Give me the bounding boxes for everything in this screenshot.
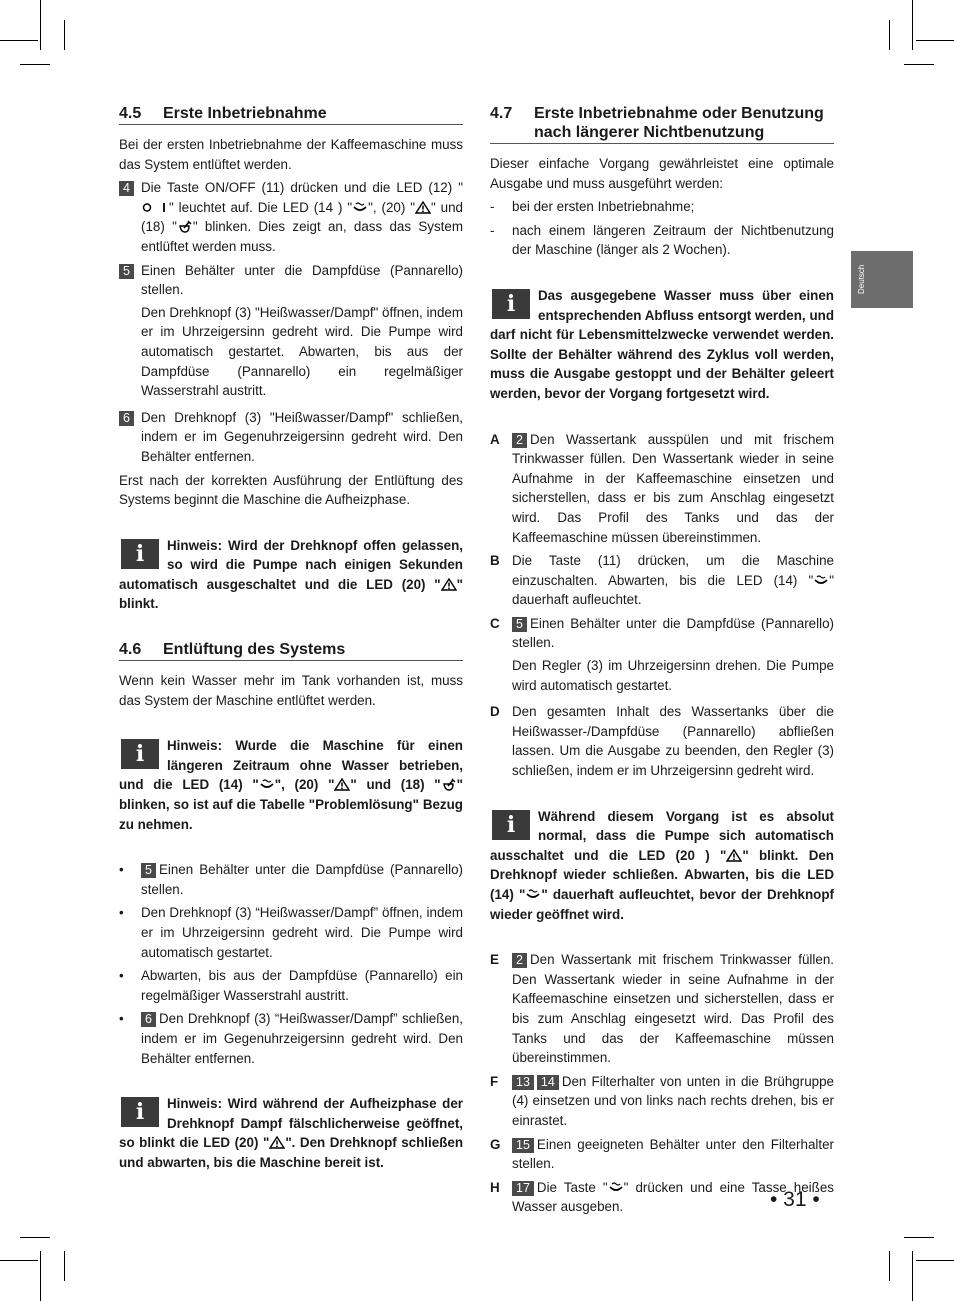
step-badge: 4	[119, 181, 134, 196]
step-badge: 5	[119, 264, 134, 279]
note-text: Hinweis: Wird der Drehknopf offen gelassen, so wird die Pumpe nach einigen Sekunden automatisch ausgeschaltet und die LED (20) "	[119, 537, 463, 592]
left-column	[119, 104, 463, 1199]
step-5	[119, 261, 463, 404]
warning-icon	[415, 201, 431, 214]
step-badge: 2	[512, 433, 527, 448]
step-badge: 6	[119, 411, 134, 426]
info-note	[490, 286, 834, 404]
descale-icon	[441, 778, 457, 791]
warning-icon	[334, 778, 350, 791]
crop-mark	[64, 1251, 65, 1281]
paragraph: Wenn kein Wasser mehr im Tank vorhanden ist, muss das System der Maschine entlüftet werden.	[119, 673, 463, 708]
section-title: Erste Inbetriebnahme oder Benutzung nach längerer Nichtbenutzung	[534, 105, 824, 141]
section-heading-4-7	[490, 104, 834, 144]
section-number: 4.5	[119, 105, 142, 122]
crop-mark	[40, 1251, 41, 1301]
step-letter: A	[490, 431, 500, 447]
note-text: " blinkt. Den Drehknopf wieder schließen. Abwarten, bis die LED (14) "	[490, 847, 834, 902]
step-text: Die Taste "	[536, 1179, 608, 1195]
note-text: ", (20) "	[274, 777, 335, 793]
step-letter: C	[490, 615, 500, 631]
crop-mark	[64, 20, 65, 50]
list-text: bei der ersten Inbetriebnahme;	[512, 199, 695, 215]
crop-mark	[20, 1237, 50, 1238]
steam-icon	[259, 778, 275, 791]
step-badge: 15	[512, 1138, 534, 1153]
step-badge: 6	[141, 1012, 156, 1027]
warning-icon	[726, 849, 742, 862]
crop-mark	[916, 1260, 954, 1261]
note-text: Das ausgegebene Wasser muss über einen entsprechenden Abfluss entsorgt werden, und darf nicht für Lebensmittelzwecke verwendet werden. Sollte der Behälter während des Zyklus voll werden, muss die Ausgabe gestoppt und der Behälter geleert werden, bevor der Vorgang fortgesetzt wird.	[490, 287, 834, 401]
warning-icon	[269, 1136, 285, 1149]
crop-mark	[912, 0, 913, 50]
step-f	[490, 1072, 834, 1131]
paragraph: Dieser einfache Vorgang gewährleistet eine optimale Ausgabe und muss ausgeführt werden:	[490, 156, 834, 191]
list-text: Einen Behälter unter die Dampfdüse (Pannarello) stellen.	[141, 862, 463, 897]
step-letter: E	[490, 952, 499, 968]
list-item	[490, 197, 834, 217]
list-text: nach einem längeren Zeitraum der Nichtbenutzung der Maschine (länger als 2 Wochen).	[512, 222, 834, 258]
step-text: ", (20) "	[368, 199, 415, 215]
info-icon: i	[121, 1097, 159, 1127]
step-badge: 17	[512, 1181, 534, 1196]
step-6	[119, 408, 463, 467]
step-text: Den Filterhalter von unten in die Brühgruppe (4) einsetzen und von links nach rechts drehen, bis er einrastet.	[512, 1073, 834, 1128]
bullet-list	[119, 860, 463, 1068]
language-tab	[851, 251, 913, 308]
crop-mark	[916, 40, 954, 41]
section-title: Erste Inbetriebnahme	[163, 105, 327, 122]
list-item	[119, 1009, 463, 1068]
step-d	[490, 702, 834, 780]
note-text: Während diesem Vorgang ist es absolut normal, dass die Pumpe sich automatisch ausschaltet und die LED (20 ) "	[490, 808, 834, 863]
power-icon	[141, 201, 169, 214]
crop-mark	[40, 0, 41, 50]
descale-icon	[177, 220, 193, 233]
language-tab-label: Deutsch	[857, 264, 866, 295]
info-icon: i	[121, 739, 159, 769]
step-badge: 13	[512, 1075, 534, 1090]
step-text: " blinken. Dies zeigt an, dass das System entlüftet werden muss.	[141, 219, 463, 254]
note-text: Hinweis: Wurde die Maschine für einen längeren Zeitraum ohne Wasser betrieben, und die LED (14) "	[119, 738, 463, 793]
step-c	[490, 614, 834, 698]
paragraph: Erst nach der korrekten Ausführung der Entlüftung des Systems beginnt die Maschine die Aufheizphase.	[119, 472, 463, 508]
crop-mark	[904, 1237, 934, 1238]
step-badge: 5	[512, 617, 527, 632]
step-text: Den Drehknopf (3) "Heißwasser/Dampf" schließen, indem er im Gegenuhrzeigersinn gedreht wird. Den Behälter entfernen.	[141, 409, 463, 464]
page-number: • 31 •	[770, 1188, 820, 1211]
dash: -	[490, 222, 495, 238]
crop-mark	[0, 40, 38, 41]
step-letter: F	[490, 1073, 499, 1089]
step-letter: B	[490, 553, 500, 569]
step-text: Den Wassertank ausspülen und mit frischem Trinkwasser füllen. Den Wassertank wieder in seine Aufnahme in der Kaffeemaschine einsetzen und sicherstellen, dass er bis zum Anschlag eingesetzt wird. Das Profil des Tanks und das der Kaffeemaschine müssen übereinstimmen.	[512, 431, 834, 545]
step-letter: H	[490, 1179, 500, 1195]
crop-mark	[20, 64, 50, 65]
note-text: ". Den Drehknopf schließen und abwarten, bis die Maschine bereit ist.	[119, 1135, 464, 1170]
crop-mark	[912, 1251, 913, 1301]
note-text: Hinweis: Wird während der Aufheizphase der Drehknopf Dampf fälschlicherweise geöffnet, so blinkt die LED (20) "	[119, 1096, 463, 1151]
list-item	[119, 860, 463, 899]
info-icon: i	[492, 810, 530, 840]
info-note	[490, 807, 834, 925]
info-icon: i	[492, 289, 530, 319]
steam-icon	[352, 201, 368, 214]
section-title: Entlüftung des Systems	[163, 641, 346, 659]
dash-list	[490, 197, 834, 260]
step-text: Den Drehknopf (3) "Heißwasser/Dampf" öffnen, indem er im Uhrzeigersinn gedreht wird. Die Pumpe wird automatisch gestartet. Abwarten, bis aus der Dampfdüse (Pannarello) ein regelmäßiger Wasserstrahl austritt.	[141, 304, 463, 399]
crop-mark	[0, 1260, 38, 1261]
step-text: Einen Behälter unter die Dampfdüse (Pannarello) stellen.	[141, 262, 463, 298]
note-text: " dauerhaft aufleuchtet, bevor der Drehknopf wieder geöffnet wird.	[490, 887, 834, 922]
step-badge: 5	[141, 863, 156, 878]
info-note	[119, 536, 463, 614]
info-icon: i	[121, 539, 159, 569]
list-text: Den Drehknopf (3) “Heißwasser/Dampf” öffnen, indem er im Uhrzeigersinn gedreht wird. Die Pumpe wird automatisch gestartet.	[141, 905, 463, 960]
list-text: Abwarten, bis aus der Dampfdüse (Pannarello) ein regelmäßiger Wasserstrahl austritt.	[141, 968, 463, 1003]
steam-icon	[608, 1181, 624, 1194]
note-text: " und (18) "	[350, 777, 441, 793]
step-letter: G	[490, 1136, 501, 1152]
step-badge: 2	[512, 953, 527, 968]
step-4	[119, 178, 463, 256]
section-heading-4-5	[119, 104, 463, 125]
step-text: " dauerhaft aufleuchtet.	[512, 572, 834, 608]
list-item	[490, 221, 834, 260]
bullet: •	[119, 968, 124, 984]
step-text: Einen Behälter unter die Dampfdüse (Pannarello) stellen.	[512, 615, 834, 651]
step-letter: D	[490, 704, 500, 720]
step-text: " und (18) "	[141, 199, 463, 235]
bullet: •	[119, 862, 124, 878]
step-g	[490, 1135, 834, 1174]
right-column	[490, 104, 834, 1221]
section-heading-4-6	[119, 640, 463, 661]
step-b	[490, 551, 834, 610]
warning-icon	[441, 578, 457, 591]
crop-mark	[904, 64, 934, 65]
step-text: " drücken und eine Tasse heißes Wasser ausgeben.	[512, 1179, 834, 1215]
list-item	[119, 966, 463, 1005]
dash: -	[490, 199, 495, 215]
note-text: " blinken, so ist auf die Tabelle "Problemlösung" Bezug zu nehmen.	[119, 777, 464, 832]
section-number: 4.7	[490, 105, 513, 122]
steam-icon	[525, 888, 541, 901]
step-a	[490, 430, 834, 548]
step-text: Den gesamten Inhalt des Wassertanks über die Heißwasser-/Dampfdüse (Pannarello) abfließen lassen. Um die Ausgabe zu beenden, den Regler (3) schließen, indem er im Uhrzeigersinn gedreht wird.	[512, 704, 834, 779]
step-text: Die Taste (11) drücken, um die Maschine einzuschalten. Abwarten, bis die LED (14) "	[512, 553, 834, 588]
crop-mark	[889, 1251, 890, 1281]
step-text: Den Regler (3) im Uhrzeigersinn drehen. Die Pumpe wird automatisch gestartet.	[512, 658, 834, 693]
section-number: 4.6	[119, 641, 142, 659]
step-badge: 14	[537, 1075, 559, 1090]
bullet: •	[119, 1011, 124, 1027]
note-text: " blinkt.	[119, 576, 463, 612]
list-item	[119, 903, 463, 962]
info-note	[119, 1094, 463, 1172]
steam-icon	[813, 574, 829, 587]
step-e	[490, 950, 834, 1068]
step-text: Einen geeigneten Behälter unter den Filterhalter stellen.	[512, 1136, 834, 1172]
step-text: " leuchtet auf. Die LED (14 ) "	[169, 199, 353, 215]
step-text: Den Wassertank mit frischem Trinkwasser füllen. Den Wassertank wieder in seine Aufnahme in der Kaffeemaschine einsetzen und sicherstellen, dass er bis zum Anschlag eingesetzt wird. Das Profil des Tanks und das der Kaffeemaschine müssen übereinstimmen.	[512, 952, 834, 1066]
step-text: Die Taste ON/OFF (11) drücken und die LED (12) "	[141, 180, 463, 196]
info-note	[119, 736, 463, 834]
paragraph: Bei der ersten Inbetriebnahme der Kaffeemaschine muss das System entlüftet werden.	[119, 137, 463, 172]
bullet: •	[119, 905, 124, 921]
crop-mark	[889, 20, 890, 50]
list-text: Den Drehknopf (3) “Heißwasser/Dampf” schließen, indem er im Gegenuhrzeigersinn gedreht wird. Den Behälter entfernen.	[141, 1011, 463, 1066]
